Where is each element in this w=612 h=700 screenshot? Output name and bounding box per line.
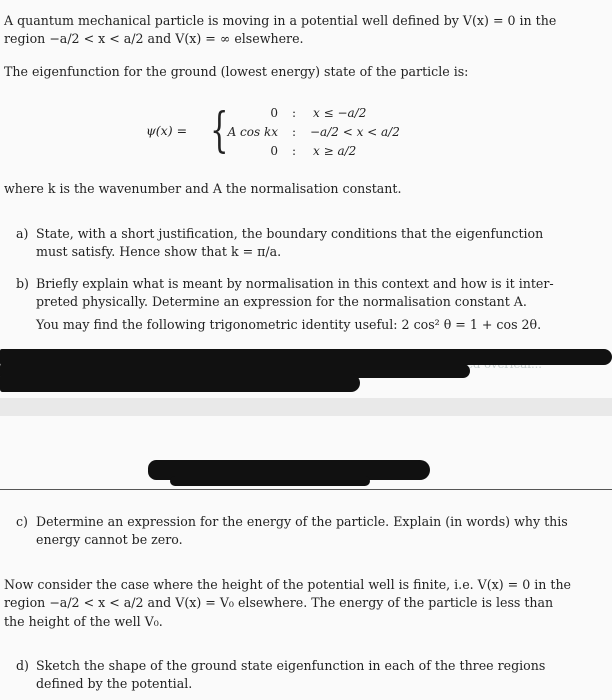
redaction-mark (0, 374, 360, 392)
case-value: A cos kx (227, 125, 278, 139)
case-condition: x ≤ −a/2 (313, 106, 367, 120)
case-condition: −a/2 < x < a/2 (310, 125, 400, 139)
intro-line-1: A quantum mechanical particle is moving in a potential well defined by V(x) = 0 in the (4, 13, 557, 28)
question-label: c) (16, 514, 28, 529)
page-gap (0, 398, 612, 416)
question-label: a) (16, 226, 29, 241)
question-text: Determine an expression for the energy of the particle. Explain (in words) why this (36, 514, 568, 529)
question-text: State, with a short justification, the boundary conditions that the eigenfunction (36, 226, 544, 241)
header-rule (0, 489, 612, 490)
case-value: 0 (270, 144, 278, 158)
question-text: must satisfy. Hence show that k = π/a. (36, 244, 282, 260)
question-a (16, 225, 586, 262)
question-text: Sketch the shape of the ground state eigenfunction in each of the three regions (36, 658, 546, 673)
question-text: preted physically. Determine an expression for the normalisation constant A. (36, 294, 527, 310)
case-sep: : (292, 106, 297, 120)
question-label: d) (16, 658, 29, 673)
case-sep: : (292, 125, 297, 139)
case-condition: x ≥ a/2 (313, 144, 357, 158)
question-text: energy cannot be zero. (36, 532, 183, 548)
intro-line-2: region −a/2 < x < a/2 and V(x) = ∞ elsewhere. (4, 31, 304, 47)
intro-paragraph (4, 12, 604, 49)
finite-line: region −a/2 < x < a/2 and V(x) = V₀ elsewhere. The energy of the particle is less than (4, 595, 554, 611)
question-c (16, 513, 586, 550)
question-text: You may find the following trigonometric identity useful: 2 cos² θ = 1 + cos 2θ. (36, 316, 542, 332)
redaction-mark (0, 349, 612, 365)
question-d (16, 657, 586, 694)
case-sep: : (292, 144, 297, 158)
case-value: 0 (270, 106, 278, 120)
psi-label: ψ(x) = (146, 123, 188, 138)
where-text: where k is the wavenumber and A the normalisation constant. (4, 181, 402, 196)
question-text: defined by the potential. (36, 676, 193, 692)
question-text: Briefly explain what is meant by normalisation in this context and how is it inter- (36, 276, 554, 291)
question-b (16, 275, 586, 334)
piecewise-brace: { (210, 102, 229, 158)
finite-line: Now consider the case where the height of the potential well is finite, i.e. V(x) = 0 in the (4, 577, 572, 592)
question-label: b) (16, 276, 29, 291)
eigenfunction-intro: The eigenfunction for the ground (lowest energy) state of the particle is: (4, 64, 469, 79)
redaction-mark (170, 476, 370, 486)
finite-well-paragraph (4, 576, 610, 631)
finite-line: the height of the well V₀. (4, 613, 163, 629)
